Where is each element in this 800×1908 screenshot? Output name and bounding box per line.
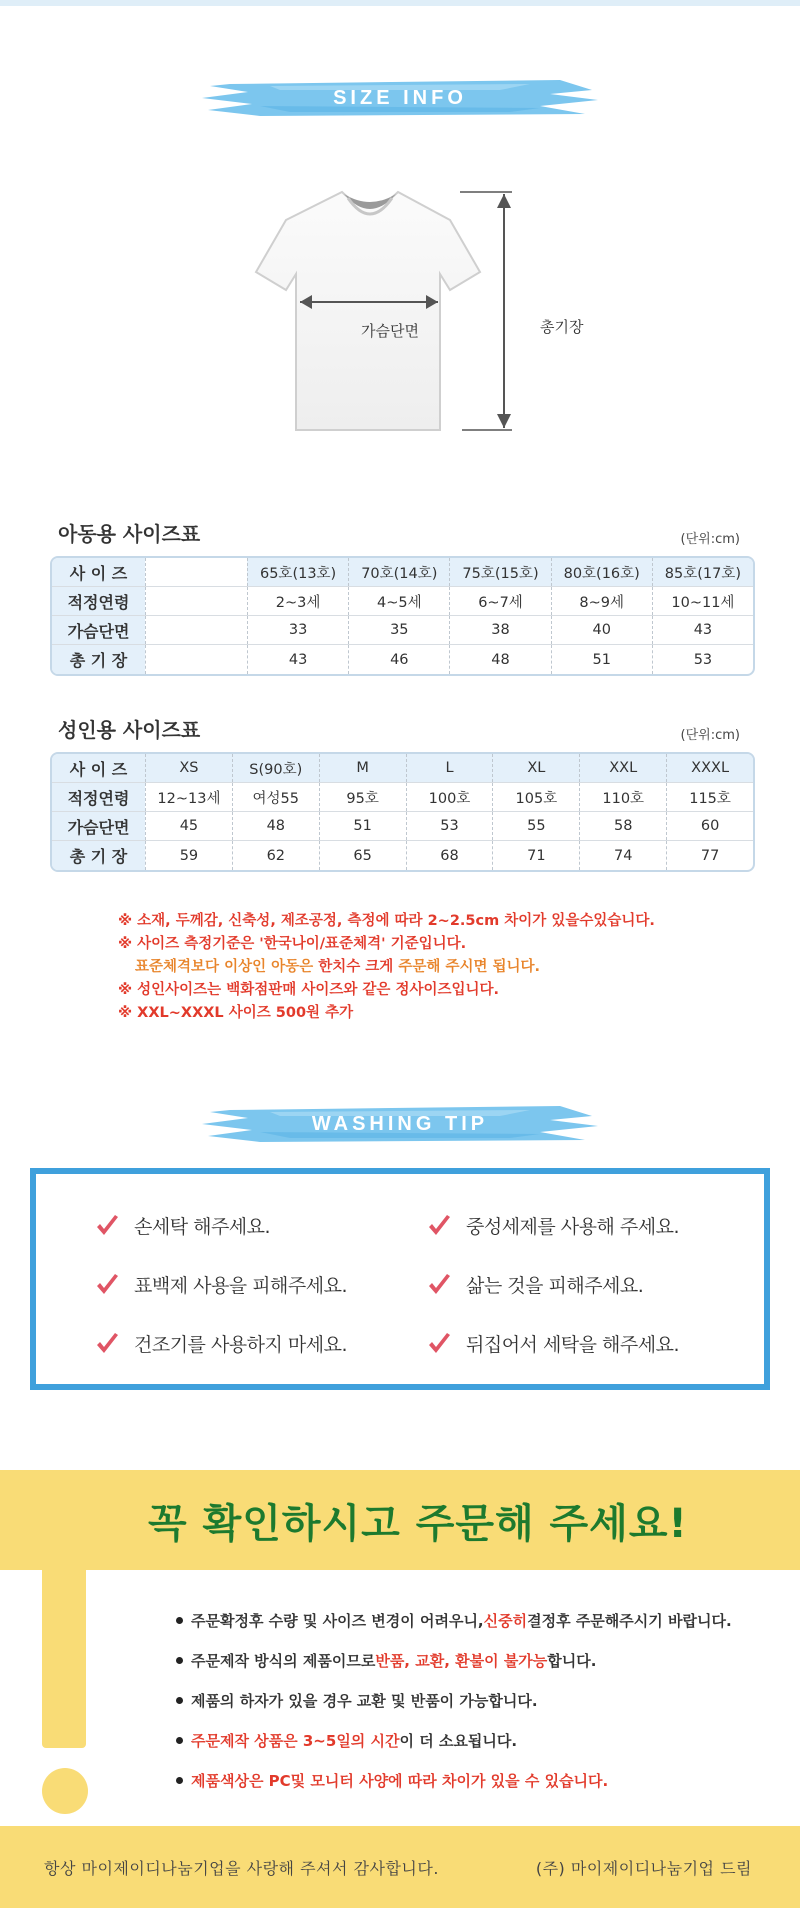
table-cell: 62 (232, 841, 319, 870)
note-line: ※ 소재, 두께감, 신축성, 제조공정, 측정에 따라 2~2.5cm 차이가 있을수있습니다. (118, 913, 655, 929)
wash-tip (426, 1330, 679, 1357)
note-line: ※ 사이즈 측정기준은 '한국나이/표준체격' 기준입니다. (118, 936, 467, 952)
wash-tip (94, 1271, 347, 1298)
row-label: 적정연령 (52, 587, 145, 615)
table-cell: 100호 (406, 783, 493, 811)
bullet-icon (176, 1617, 183, 1624)
adult-row-chest (52, 812, 753, 841)
row-label: 가슴단면 (52, 812, 145, 840)
notice-text: 결정후 주문해주시기 바랍니다. (527, 1611, 732, 1630)
bullet-icon (176, 1777, 183, 1784)
washing-tip-banner (200, 1102, 600, 1146)
check-icon (426, 1272, 452, 1298)
adult-table-title: 성인용 사이즈표 (58, 718, 201, 742)
notice-highlight: 제품색상은 PC및 모니터 사양에 따라 차이가 있을 수 있습니다. (191, 1771, 609, 1790)
wash-tip-text: 중성세제를 사용해 주세요. (466, 1216, 680, 1238)
adult-row-age (52, 783, 753, 812)
top-strip (0, 0, 800, 6)
wash-tip-text: 표백제 사용을 피해주세요. (134, 1275, 348, 1297)
adult-size-table (50, 752, 755, 872)
table-cell: 68 (406, 841, 493, 870)
note-text: 표준체격보다 이상인 아동은 (135, 959, 319, 975)
table-cell: 6~7세 (449, 587, 550, 615)
adult-row-length (52, 841, 753, 870)
wash-tip (94, 1212, 270, 1239)
check-icon (94, 1272, 120, 1298)
notice-highlight: 주문제작 상품은 3~5일의 시간 (191, 1731, 400, 1750)
wash-tip-text: 삶는 것을 피해주세요. (466, 1275, 644, 1297)
note-line: ※ XXL~XXXL 사이즈 500원 추가 (118, 1005, 354, 1021)
table-cell: 77 (666, 841, 753, 870)
total-length-label: 총기장 (540, 318, 584, 336)
row-label: 가슴단면 (52, 616, 145, 644)
order-notice (0, 1470, 800, 1908)
table-cell: M (319, 754, 406, 782)
table-cell: 59 (145, 841, 232, 870)
table-cell: 여성55 (232, 783, 319, 811)
row-label: 총 기 장 (52, 645, 145, 674)
note-line (118, 956, 738, 979)
table-cell: 80호(16호) (551, 558, 652, 586)
table-cell: 43 (652, 616, 753, 644)
kids-row-length (52, 645, 753, 674)
exclamation-icon (42, 1488, 86, 1748)
notice-text: 주문확정후 수량 및 사이즈 변경이 어려우니, (191, 1611, 484, 1630)
thanks-message: 항상 마이제이디나눔기업을 사랑해 주셔서 감사합니다. (44, 1859, 439, 1878)
table-cell: 60 (666, 812, 753, 840)
table-cell: L (406, 754, 493, 782)
table-cell: 95호 (319, 783, 406, 811)
table-cell: 53 (652, 645, 753, 674)
check-icon (426, 1331, 452, 1357)
table-cell: XL (492, 754, 579, 782)
table-cell: 115호 (666, 783, 753, 811)
blank-cell (145, 558, 247, 586)
note-highlight: 한치수 크게 (318, 959, 394, 975)
notice-title: 꼭 확인하시고 주문해 주세요! (148, 1501, 688, 1547)
table-cell: 38 (449, 616, 550, 644)
table-cell: 43 (247, 645, 348, 674)
table-cell: 85호(17호) (652, 558, 753, 586)
row-label: 총 기 장 (52, 841, 145, 870)
wash-tip (426, 1212, 679, 1239)
kids-size-table (50, 556, 755, 676)
tshirt-diagram (240, 180, 584, 440)
note-line: ※ 성인사이즈는 백화점판매 사이즈와 같은 정사이즈입니다. (118, 982, 500, 998)
company-signature: (주) 마이제이디나눔기업 드림 (535, 1859, 752, 1878)
adult-row-size (52, 754, 753, 783)
kids-table-unit: (단위:cm) (680, 532, 740, 547)
table-cell: 55 (492, 812, 579, 840)
kids-table-title: 아동용 사이즈표 (58, 522, 201, 546)
table-cell: 110호 (579, 783, 666, 811)
table-cell: 51 (551, 645, 652, 674)
notice-item (176, 1720, 776, 1760)
table-cell: 46 (348, 645, 449, 674)
table-cell: 71 (492, 841, 579, 870)
size-info-banner (200, 76, 600, 120)
table-cell: 40 (551, 616, 652, 644)
adult-table-unit: (단위:cm) (680, 728, 740, 743)
blank-cell (145, 587, 247, 615)
kids-row-chest (52, 616, 753, 645)
wash-tip (94, 1330, 347, 1357)
check-icon (94, 1213, 120, 1239)
note-text: 주문해 주시면 됩니다. (393, 959, 541, 975)
table-cell: 35 (348, 616, 449, 644)
tshirt-icon (240, 180, 560, 440)
notice-highlight: 반품, 교환, 환불이 불가능 (375, 1651, 548, 1670)
table-cell: 51 (319, 812, 406, 840)
notice-list (176, 1600, 776, 1800)
table-cell: 12~13세 (145, 783, 232, 811)
check-icon (426, 1213, 452, 1239)
washing-tips-box (30, 1168, 770, 1390)
table-cell: 105호 (492, 783, 579, 811)
notice-text: 합니다. (547, 1651, 597, 1670)
notice-footer (0, 1826, 800, 1908)
notice-text: 이 더 소요됩니다. (399, 1731, 518, 1750)
notice-item (176, 1600, 776, 1640)
table-cell: 48 (232, 812, 319, 840)
bullet-icon (176, 1697, 183, 1704)
table-cell: 48 (449, 645, 550, 674)
notice-text: 주문제작 방식의 제품이므로 (191, 1651, 376, 1670)
table-cell: 2~3세 (247, 587, 348, 615)
table-cell: 8~9세 (551, 587, 652, 615)
kids-row-size (52, 558, 753, 587)
wash-tip-text: 뒤집어서 세탁을 해주세요. (466, 1334, 680, 1356)
table-cell: XXXL (666, 754, 753, 782)
row-label: 적정연령 (52, 783, 145, 811)
table-cell: 74 (579, 841, 666, 870)
table-cell: 70호(14호) (348, 558, 449, 586)
notice-item (176, 1760, 776, 1800)
table-cell: 10~11세 (652, 587, 753, 615)
row-label: 사 이 즈 (52, 754, 145, 782)
table-cell: S(90호) (232, 754, 319, 782)
bullet-icon (176, 1737, 183, 1744)
notice-text: 제품의 하자가 있을 경우 교환 및 반품이 가능합니다. (191, 1691, 538, 1710)
blank-cell (145, 645, 247, 674)
bullet-icon (176, 1657, 183, 1664)
wash-tip-text: 손세탁 해주세요. (134, 1216, 271, 1238)
table-cell: 45 (145, 812, 232, 840)
notice-item (176, 1640, 776, 1680)
table-cell: 75호(15호) (449, 558, 550, 586)
washing-tip-title: WASHING TIP (311, 1113, 489, 1135)
row-label: 사 이 즈 (52, 558, 145, 586)
table-cell: 53 (406, 812, 493, 840)
table-cell: 65 (319, 841, 406, 870)
notice-item (176, 1680, 776, 1720)
check-icon (94, 1331, 120, 1357)
blank-cell (145, 616, 247, 644)
chest-width-label: 가슴단면 (361, 322, 419, 340)
table-cell: 65호(13호) (247, 558, 348, 586)
kids-row-age (52, 587, 753, 616)
exclamation-dot-icon (42, 1768, 88, 1814)
wash-tip-text: 건조기를 사용하지 마세요. (134, 1334, 348, 1356)
table-cell: 58 (579, 812, 666, 840)
size-notes (118, 910, 738, 1025)
table-cell: 33 (247, 616, 348, 644)
wash-tip (426, 1271, 643, 1298)
table-cell: XS (145, 754, 232, 782)
size-info-title: SIZE INFO (333, 87, 467, 109)
table-cell: XXL (579, 754, 666, 782)
table-cell: 4~5세 (348, 587, 449, 615)
notice-highlight: 신중히 (483, 1611, 528, 1630)
